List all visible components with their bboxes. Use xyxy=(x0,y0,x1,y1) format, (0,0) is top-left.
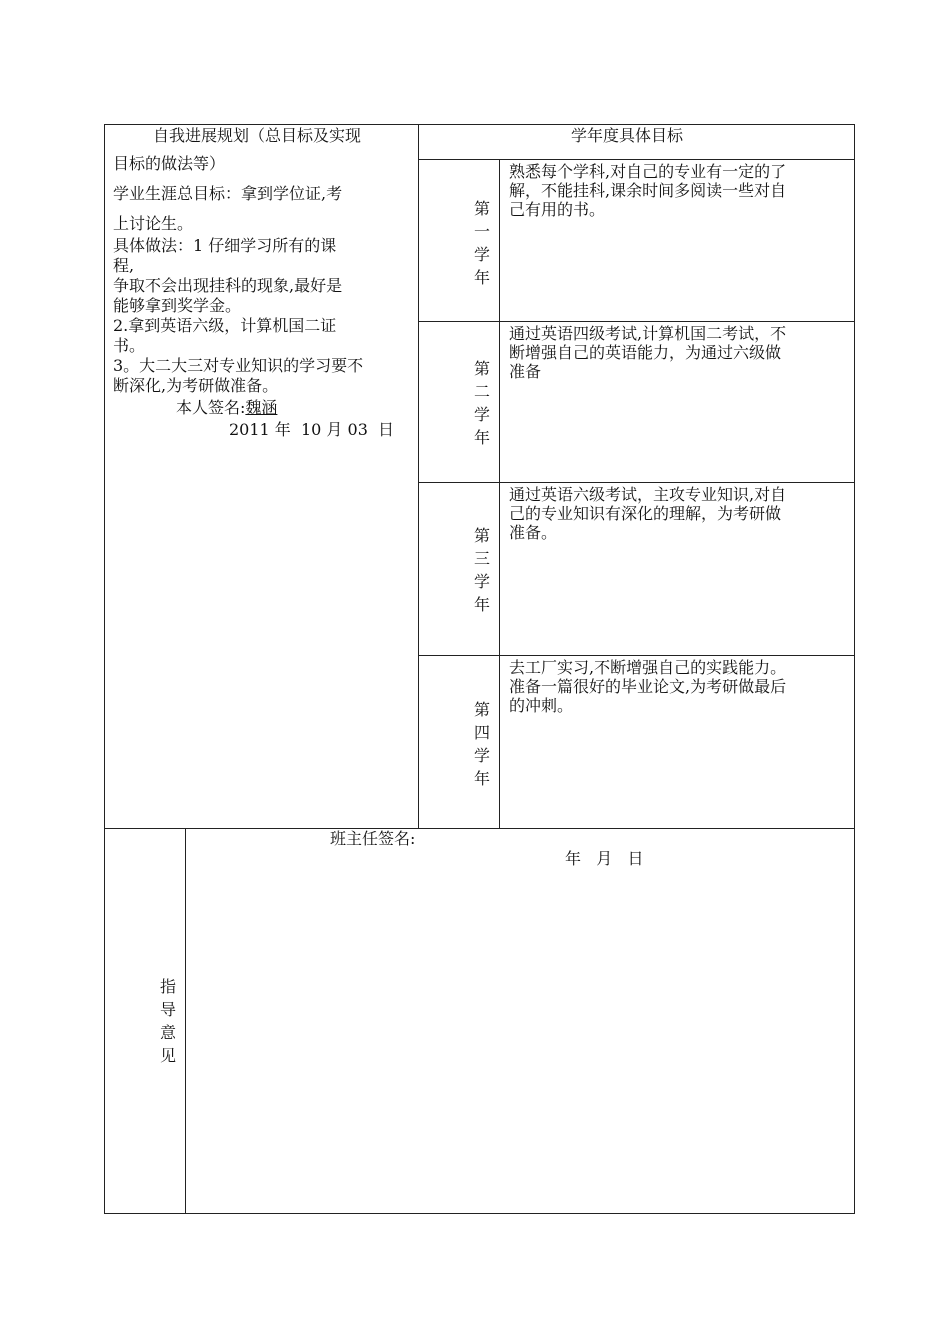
plan-goal-line2: 上讨论生。 xyxy=(113,214,194,233)
plan-method-line1: 具体做法：1 仔细学习所有的课 xyxy=(113,236,337,255)
year2-label: 第 二 学 年 xyxy=(473,359,490,447)
plan-heading-line1: 自我进展规划（总目标及实现 xyxy=(153,126,362,145)
signature-name: 魏涵 xyxy=(245,398,278,417)
year4-label: 第 四 学 年 xyxy=(473,700,490,788)
divider-header-bottom xyxy=(418,159,855,160)
guidance-label: 指 导 意 见 xyxy=(159,977,176,1065)
plan-item2-line2: 书。 xyxy=(113,336,146,355)
plan-item3-line2: 断深化,为考研做准备。 xyxy=(113,376,279,395)
plan-item2-line1: 2.拿到英语六级，计算机国二证 xyxy=(113,316,337,335)
plan-method-line3: 争取不会出现挂科的现象,最好是 xyxy=(113,276,343,295)
year4-goal: 去工厂实习,不断增强自己的实践能力。 准备一篇很好的毕业论文,为考研做最后 的冲刺。 xyxy=(509,658,787,715)
divider-year3 xyxy=(418,655,855,656)
plan-method-line2: 程, xyxy=(113,256,135,275)
divider-year1 xyxy=(418,321,855,322)
teacher-signature-label: 班主任签名: xyxy=(330,829,416,848)
year3-goal: 通过英语六级考试，主攻专业知识,对自 己的专业知识有深化的理解，为考研做 准备。 xyxy=(509,485,787,542)
plan-goal-line1: 学业生涯总目标：拿到学位证,考 xyxy=(113,184,343,203)
divider-year2 xyxy=(418,482,855,483)
divider-year-labels xyxy=(499,159,500,829)
year3-label: 第 三 学 年 xyxy=(473,526,490,614)
guidance-date: 年 月 日 xyxy=(565,849,644,868)
divider-guidance-label xyxy=(185,828,186,1214)
year1-label: 第 一 学 年 xyxy=(473,199,490,287)
year2-goal: 通过英语四级考试,计算机国二考试，不 断增强自己的英语能力，为通过六级做 准备 xyxy=(509,324,787,381)
year1-goal: 熟悉每个学科,对自己的专业有一定的了 解，不能挂科,课余时间多阅读一些对自 己有用的书。 xyxy=(509,162,787,219)
yearly-header: 学年度具体目标 xyxy=(571,126,684,145)
divider-guidance-top xyxy=(104,828,855,829)
divider-main-vertical xyxy=(418,124,419,829)
plan-item3-line1: 3。大二大三对专业知识的学习要不 xyxy=(113,356,364,375)
signature-label: 本人签名: xyxy=(176,398,246,417)
plan-heading-line2: 目标的做法等） xyxy=(113,154,226,173)
plan-date: 2011 年 10 月 03 日 xyxy=(229,420,395,439)
signature-row xyxy=(176,398,277,418)
plan-method-line4: 能够拿到奖学金。 xyxy=(113,296,242,315)
